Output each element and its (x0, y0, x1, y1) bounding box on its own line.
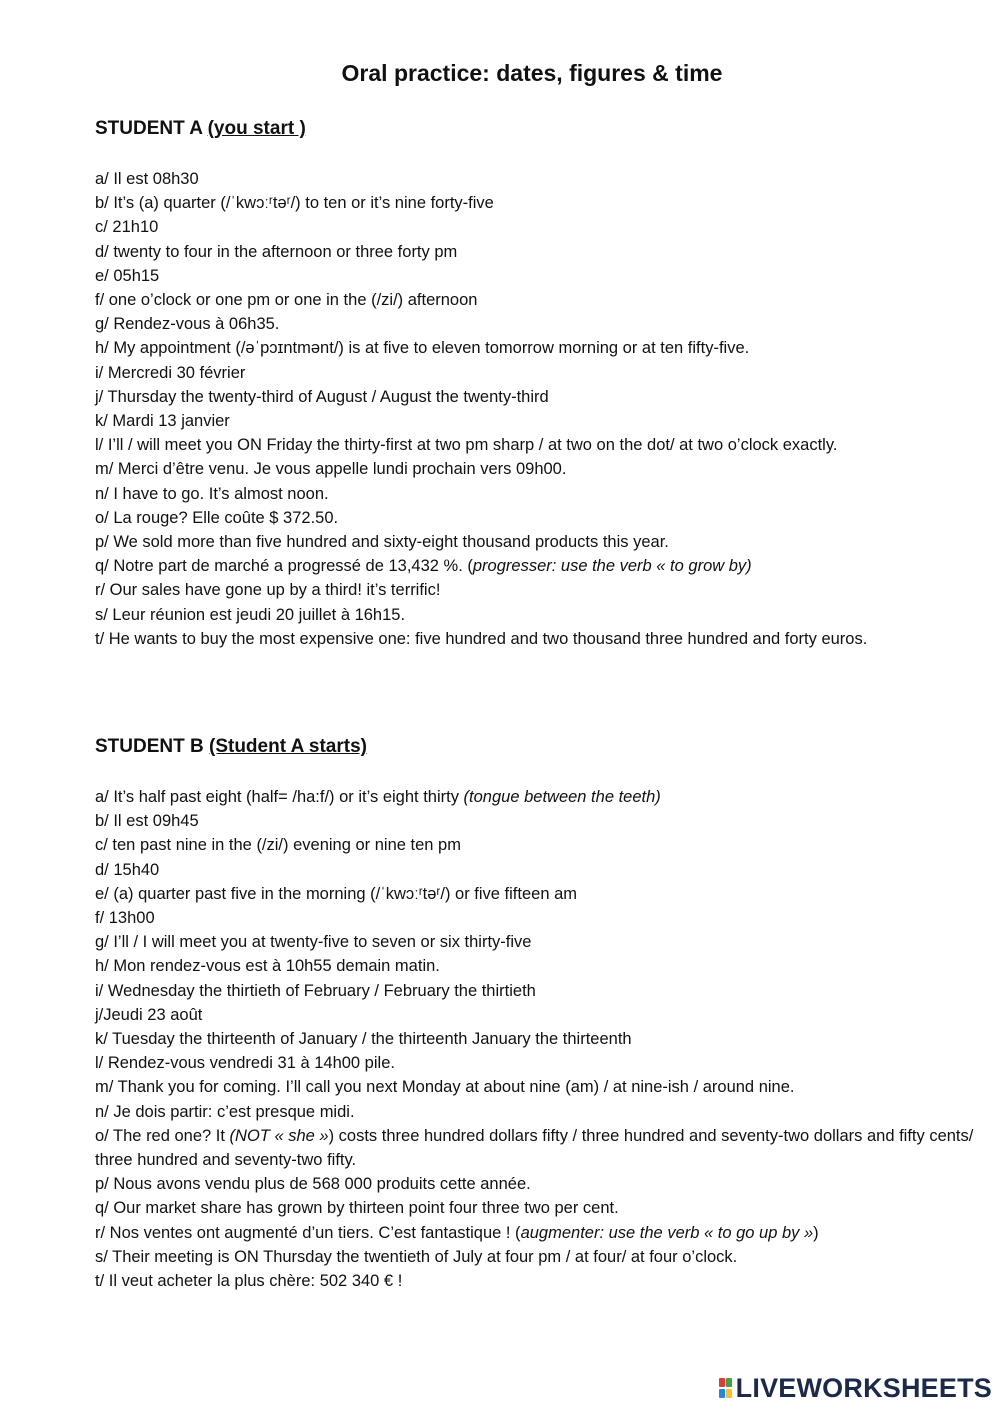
list-item (95, 240, 975, 264)
list-item (95, 1051, 975, 1075)
list-item (95, 809, 975, 833)
item-text: l/ Rendez-vous vendredi 31 à 14h00 pile. (95, 1054, 395, 1073)
list-item (95, 578, 975, 602)
item-text: n/ Je dois partir: c’est presque midi. (95, 1102, 355, 1121)
item-note: (tongue between the teeth) (463, 788, 661, 806)
list-item (95, 554, 975, 578)
list-item (95, 264, 975, 288)
item-text: h/ My appointment (/əˈpɔɪntmənt/) is at five to eleven tomorrow morning or at ten fifty-five. (95, 339, 750, 358)
item-text: q/ Our market share has grown by thirteen point four three two per cent. (95, 1199, 619, 1218)
item-text: o/ La rouge? Elle coûte $ 372.50. (95, 508, 339, 527)
list-item (95, 930, 975, 954)
item-text: j/Jeudi 23 août (95, 1005, 203, 1024)
item-text: s/ Leur réunion est jeudi 20 juillet à 16h15. (95, 605, 406, 624)
list-item (95, 1100, 975, 1124)
item-text: g/ I’ll / I will meet you at twenty-five to seven or six thirty-five (95, 933, 532, 952)
list-item (95, 858, 975, 882)
list-item (95, 1075, 975, 1099)
student-b-heading-note: (Student A starts) (209, 736, 367, 757)
list-item (95, 785, 975, 809)
item-text: j/ Thursday the twenty-third of August / August the twenty-third (95, 387, 549, 406)
list-item (95, 1027, 975, 1051)
logo-text: LIVEWORKSHEETS (735, 1372, 992, 1403)
item-text: g/ Rendez-vous à 06h35. (95, 315, 280, 334)
list-item (95, 1172, 975, 1196)
student-b-heading (95, 735, 975, 759)
logo-square-2 (726, 1378, 732, 1387)
list-item (95, 215, 975, 239)
student-a-heading-prefix: STUDENT A (95, 118, 208, 139)
list-item (95, 627, 975, 651)
item-text: o/ The red one? It (95, 1126, 230, 1145)
item-text: k/ Tuesday the thirteenth of January / the thirteenth January the thirteenth (95, 1030, 632, 1049)
item-text: p/ We sold more than five hundred and sixty-eight thousand products this year. (95, 533, 669, 552)
page-title: Oral practice: dates, figures & time (341, 60, 723, 86)
logo-square-3 (719, 1389, 725, 1398)
item-text: c/ ten past nine in the (/zi/) evening or nine ten pm (95, 836, 461, 855)
item-text: q/ Notre part de marché a progressé de 13,432 %. ( (95, 557, 473, 576)
item-text: s/ Their meeting is ON Thursday the twentieth of July at four pm / at four/ at four o’clock. (95, 1247, 738, 1266)
list-item (95, 530, 975, 554)
list-item (95, 603, 975, 627)
item-text: h/ Mon rendez-vous est à 10h55 demain matin. (95, 957, 440, 976)
list-item (95, 288, 975, 312)
list-item (95, 1124, 975, 1172)
logo-mark-icon (719, 1378, 732, 1398)
list-item (95, 1269, 975, 1293)
list-item (95, 167, 975, 191)
item-text: t/ Il veut acheter la plus chère: 502 340 € ! (95, 1272, 403, 1291)
list-item (95, 954, 975, 978)
item-text: f/ 13h00 (95, 909, 155, 928)
list-item (95, 1221, 975, 1245)
list-item (95, 1196, 975, 1220)
item-text: t/ He wants to buy the most expensive one: five hundred and two thousand three hundred and forty euros. (95, 629, 868, 648)
logo-square-4 (726, 1389, 732, 1398)
item-text: m/ Thank you for coming. I’ll call you next Monday at about nine (am) / at nine-ish / around nine. (95, 1078, 795, 1097)
item-text-after: ) (813, 1223, 819, 1242)
list-item (95, 312, 975, 336)
list-item (95, 457, 975, 481)
list-item (95, 882, 975, 906)
item-text: a/ It’s half past eight (half= /ha:f/) or it’s eight thirty (95, 788, 464, 806)
item-text: d/ twenty to four in the afternoon or three forty pm (95, 242, 458, 261)
student-b-list (95, 785, 975, 1293)
student-a-heading (95, 117, 975, 141)
list-item (95, 361, 975, 385)
item-text: b/ Il est 09h45 (95, 812, 199, 831)
list-item (95, 833, 975, 857)
item-text: r/ Our sales have gone up by a third! it’s terrific! (95, 581, 441, 600)
list-item (95, 433, 975, 457)
list-item (95, 906, 975, 930)
list-item (95, 1003, 975, 1027)
item-text: e/ (a) quarter past five in the morning (/ˈkwɔːʳtəʳ/) or five fifteen am (95, 884, 578, 903)
item-text-after: ) costs three hundred dollars fifty / three hundred and seventy-two dollars and fifty cents/ three hundred and seventy-two fifty. (95, 1126, 974, 1170)
list-item (95, 409, 975, 433)
item-text: e/ 05h15 (95, 266, 160, 285)
item-text: p/ Nous avons vendu plus de 568 000 produits cette année. (95, 1175, 531, 1194)
list-item (95, 506, 975, 530)
item-text: r/ Nos ventes ont augmenté d’un tiers. C’est fantastique ! ( (95, 1223, 521, 1242)
item-text: b/ It’s (a) quarter (/ˈkwɔːʳtəʳ/) to ten or it’s nine forty-five (95, 194, 494, 213)
student-a-heading-note: (you start ) (207, 118, 306, 139)
student-a-list (95, 167, 975, 651)
item-text: k/ Mardi 13 janvier (95, 412, 230, 431)
list-item (95, 482, 975, 506)
item-text: f/ one o’clock or one pm or one in the (/zi/) afternoon (95, 291, 478, 310)
logo-square-1 (719, 1378, 725, 1387)
item-text: m/ Merci d’être venu. Je vous appelle lundi prochain vers 09h00. (95, 460, 567, 479)
item-note: progresser: use the verb « to grow by) (472, 557, 752, 576)
list-item (95, 336, 975, 360)
liveworksheets-logo (719, 1373, 992, 1403)
item-note: (NOT « she » (229, 1126, 329, 1145)
item-note: augmenter: use the verb « to go up by » (520, 1223, 814, 1242)
item-text: n/ I have to go. It’s almost noon. (95, 484, 329, 503)
list-item (95, 191, 975, 215)
list-item (95, 1245, 975, 1269)
item-text: i/ Wednesday the thirtieth of February / February the thirtieth (95, 981, 536, 1000)
student-a-section (95, 117, 975, 651)
list-item (95, 385, 975, 409)
student-b-heading-prefix: STUDENT B (95, 736, 209, 757)
item-text: a/ Il est 08h30 (95, 170, 199, 188)
list-item (95, 979, 975, 1003)
item-text: d/ 15h40 (95, 860, 160, 879)
item-text: l/ I’ll / will meet you ON Friday the thirty-first at two pm sharp / at two on the dot/ at two o’clock exactly. (95, 436, 838, 455)
item-text: c/ 21h10 (95, 218, 159, 237)
item-text: i/ Mercredi 30 février (95, 363, 246, 382)
student-b-section (95, 735, 975, 1293)
